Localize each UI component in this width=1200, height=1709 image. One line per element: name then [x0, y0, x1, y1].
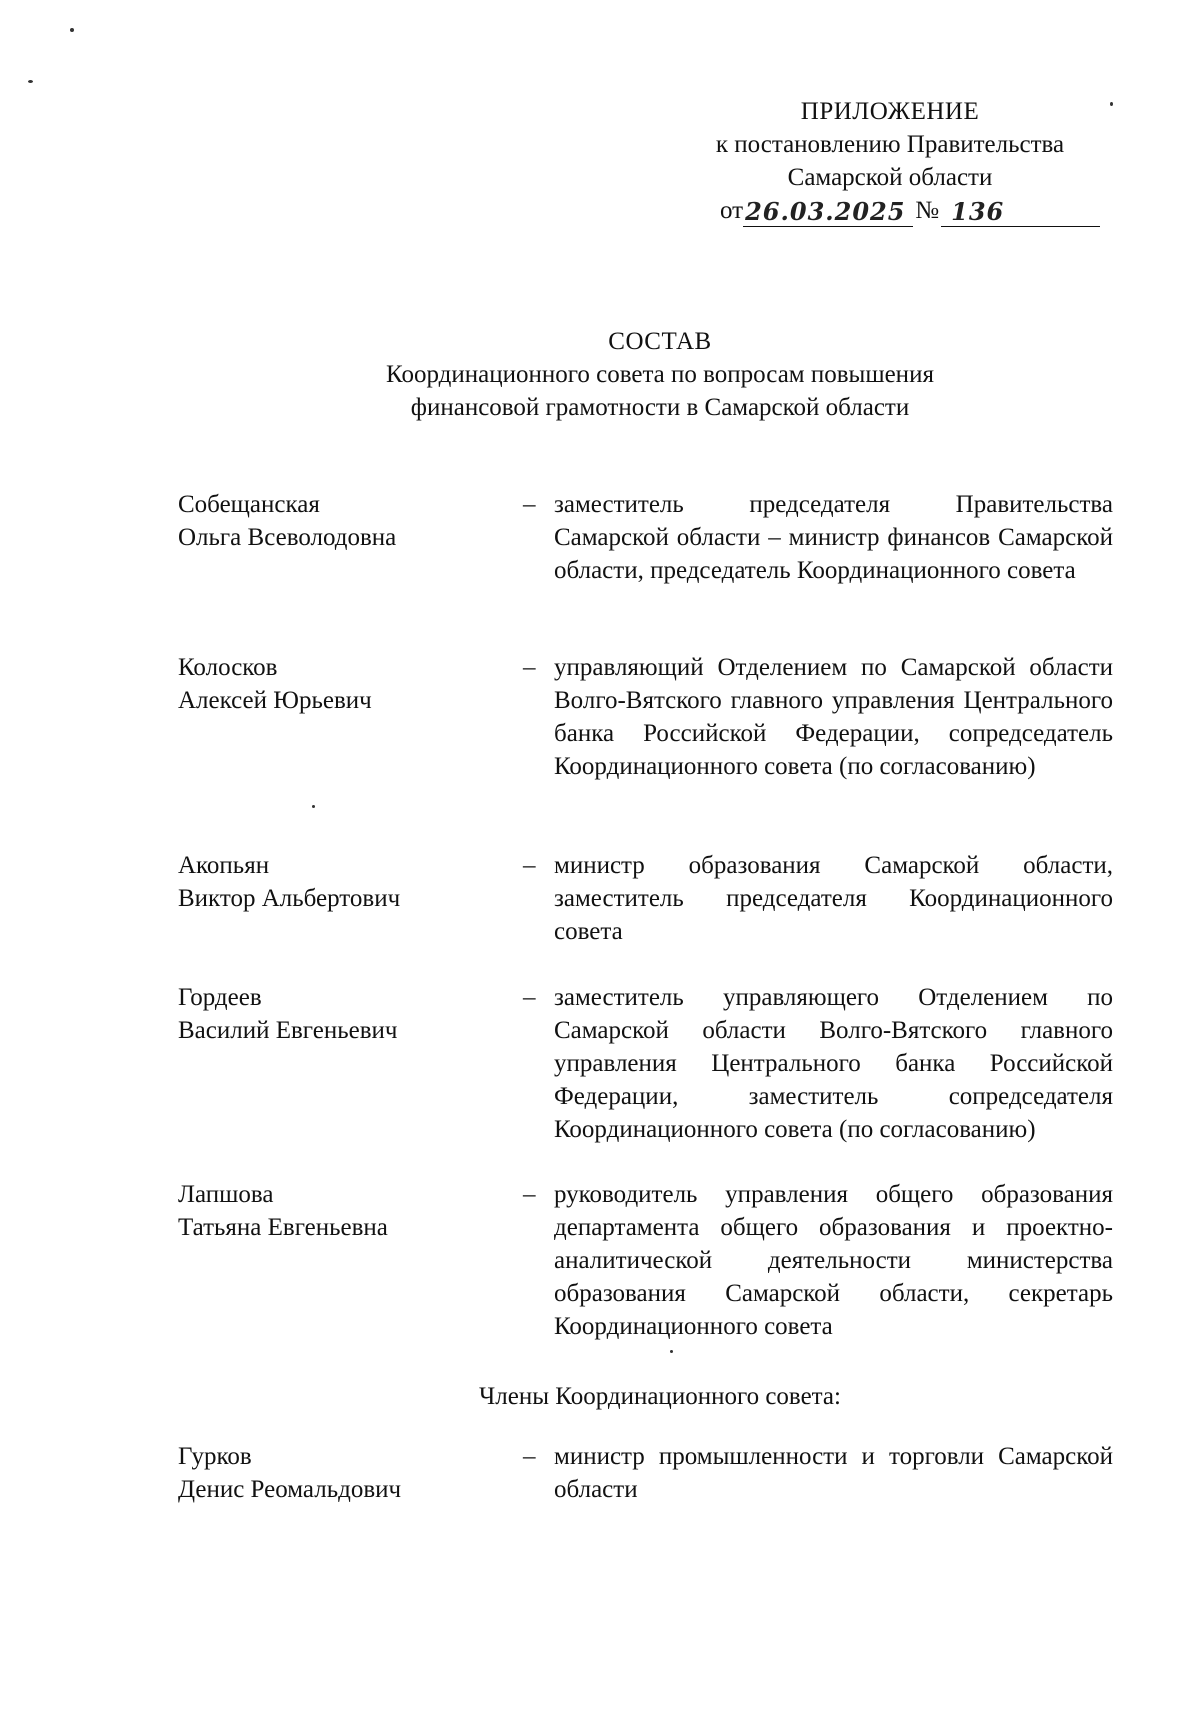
- dash-separator: –: [523, 984, 536, 1011]
- member-given-name: Денис Реомальдович: [178, 1476, 402, 1503]
- member-surname: Колосков: [178, 654, 278, 681]
- member-role: руководитель управления общего образования департамента общего образования и проектно-аналитической деятельности министерства образования Самарской области, секретарь Координационного совета: [554, 1181, 1113, 1340]
- member-role: заместитель управляющего Отделением по Самарской области Волго-Вятского главного управления Центрального банка Российской Федерации, заместитель сопредседателя Координационного совета (по согласованию): [554, 984, 1113, 1143]
- scan-speck: [1110, 102, 1113, 106]
- scan-speck: [70, 28, 74, 32]
- heading-subtitle: финансовой грамотности в Самарской области: [410, 394, 910, 421]
- dash-separator: –: [523, 852, 536, 879]
- member-surname: Гурков: [178, 1443, 252, 1470]
- members-section-title: Члены Координационного совета:: [479, 1383, 841, 1410]
- handwritten-date: 26.03.2025: [743, 198, 913, 227]
- number-label: №: [915, 197, 940, 224]
- scan-speck: [670, 1350, 673, 1353]
- member-name: [178, 488, 498, 554]
- member-name: [178, 1178, 498, 1244]
- date-prefix: от: [720, 197, 744, 224]
- member-given-name: Василий Евгеньевич: [178, 1017, 398, 1044]
- member-name: [178, 849, 498, 915]
- appendix-line: к постановлению Правительства: [715, 131, 1065, 158]
- heading-subtitle: Координационного совета по вопросам повышения: [386, 361, 934, 388]
- appendix-line: Самарской области: [787, 164, 993, 191]
- member-name: [178, 1440, 498, 1506]
- scan-speck: [312, 805, 315, 808]
- document-heading: [200, 325, 1120, 424]
- member-surname: Акопьян: [178, 852, 270, 879]
- dash-separator: –: [523, 654, 536, 681]
- member-role: заместитель председателя Правительства Самарской области – министр финансов Самарской области, председатель Координационного совета: [554, 491, 1113, 584]
- member-role: министр образования Самарской области, заместитель председателя Координационного совета: [554, 852, 1113, 945]
- heading-title: СОСТАВ: [608, 328, 712, 355]
- dash-separator: –: [523, 1443, 536, 1470]
- member-role: министр промышленности и торговли Самарской области: [554, 1443, 1113, 1503]
- member-name: [178, 981, 498, 1047]
- dash-separator: –: [523, 491, 536, 518]
- appendix-title: ПРИЛОЖЕНИЕ: [800, 98, 980, 125]
- dash-separator: –: [523, 1181, 536, 1208]
- appendix-block: [680, 95, 1100, 227]
- member-given-name: Татьяна Евгеньевна: [178, 1214, 388, 1241]
- member-given-name: Виктор Альбертович: [178, 885, 401, 912]
- member-given-name: Алексей Юрьевич: [178, 687, 372, 714]
- member-surname: Лапшова: [178, 1181, 274, 1208]
- member-given-name: Ольга Всеволодовна: [178, 524, 397, 551]
- member-role: управляющий Отделением по Самарской области Волго-Вятского главного управления Центрального банка Российской Федерации, сопредседатель Координационного совета (по согласованию): [554, 654, 1113, 780]
- member-name: [178, 651, 498, 717]
- scan-speck: [28, 80, 33, 83]
- member-surname: Собещанская: [178, 491, 320, 518]
- appendix-dateline: [720, 194, 1100, 227]
- handwritten-number: 136: [941, 198, 1100, 227]
- member-surname: Гордеев: [178, 984, 262, 1011]
